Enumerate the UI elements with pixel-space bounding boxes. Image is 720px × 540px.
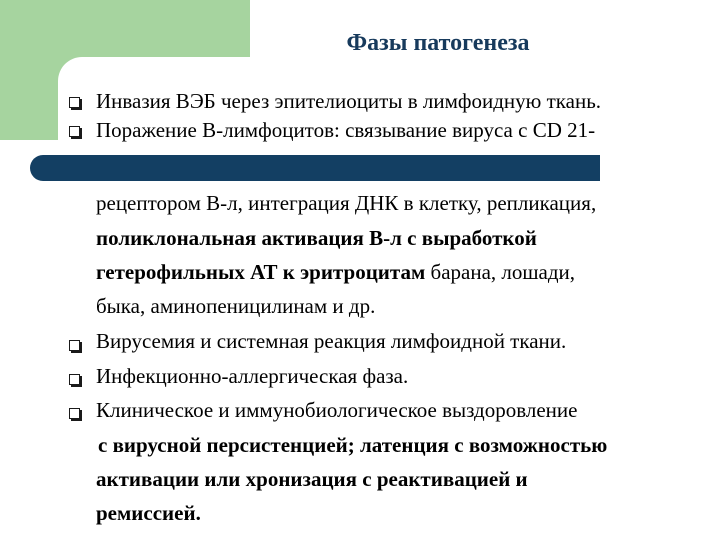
list-item: Инфекционно-аллергическая фаза. xyxy=(96,364,409,388)
list-item-continuation: поликлональная активация В-л с выработкой xyxy=(96,226,537,250)
list-item-continuation: с вирусной персистенцией; латенция с возможностью xyxy=(98,433,608,457)
list-item: Клиническое и иммунобиологическое выздоровление xyxy=(96,398,578,422)
bullet-icon xyxy=(69,340,80,351)
list-item: Инвазия ВЭБ через эпителиоциты в лимфоидную ткань. xyxy=(96,89,602,113)
list-item-continuation: активации или хронизация с реактивацией и xyxy=(96,467,528,491)
divider-bar xyxy=(30,155,600,181)
bullet-icon xyxy=(69,126,80,137)
bullet-icon xyxy=(69,408,80,419)
list-item-continuation: рецептором В-л, интеграция ДНК в клетку, репликация, xyxy=(96,191,597,215)
list-item-continuation: ремиссией. xyxy=(96,501,201,525)
bullet-icon xyxy=(69,374,80,385)
list-item: Вирусемия и системная реакция лимфоидной ткани. xyxy=(96,329,567,353)
list-item: Поражение В-лимфоцитов: связывание вируса с CD 21- xyxy=(96,118,596,142)
list-item-continuation: быка, аминопеницилинам и др. xyxy=(96,294,376,318)
list-item-continuation: гетерофильных АТ к эритроцитам барана, лошади, xyxy=(96,260,576,284)
bullet-icon xyxy=(69,97,80,108)
slide-title: Фазы патогенеза xyxy=(346,30,530,56)
